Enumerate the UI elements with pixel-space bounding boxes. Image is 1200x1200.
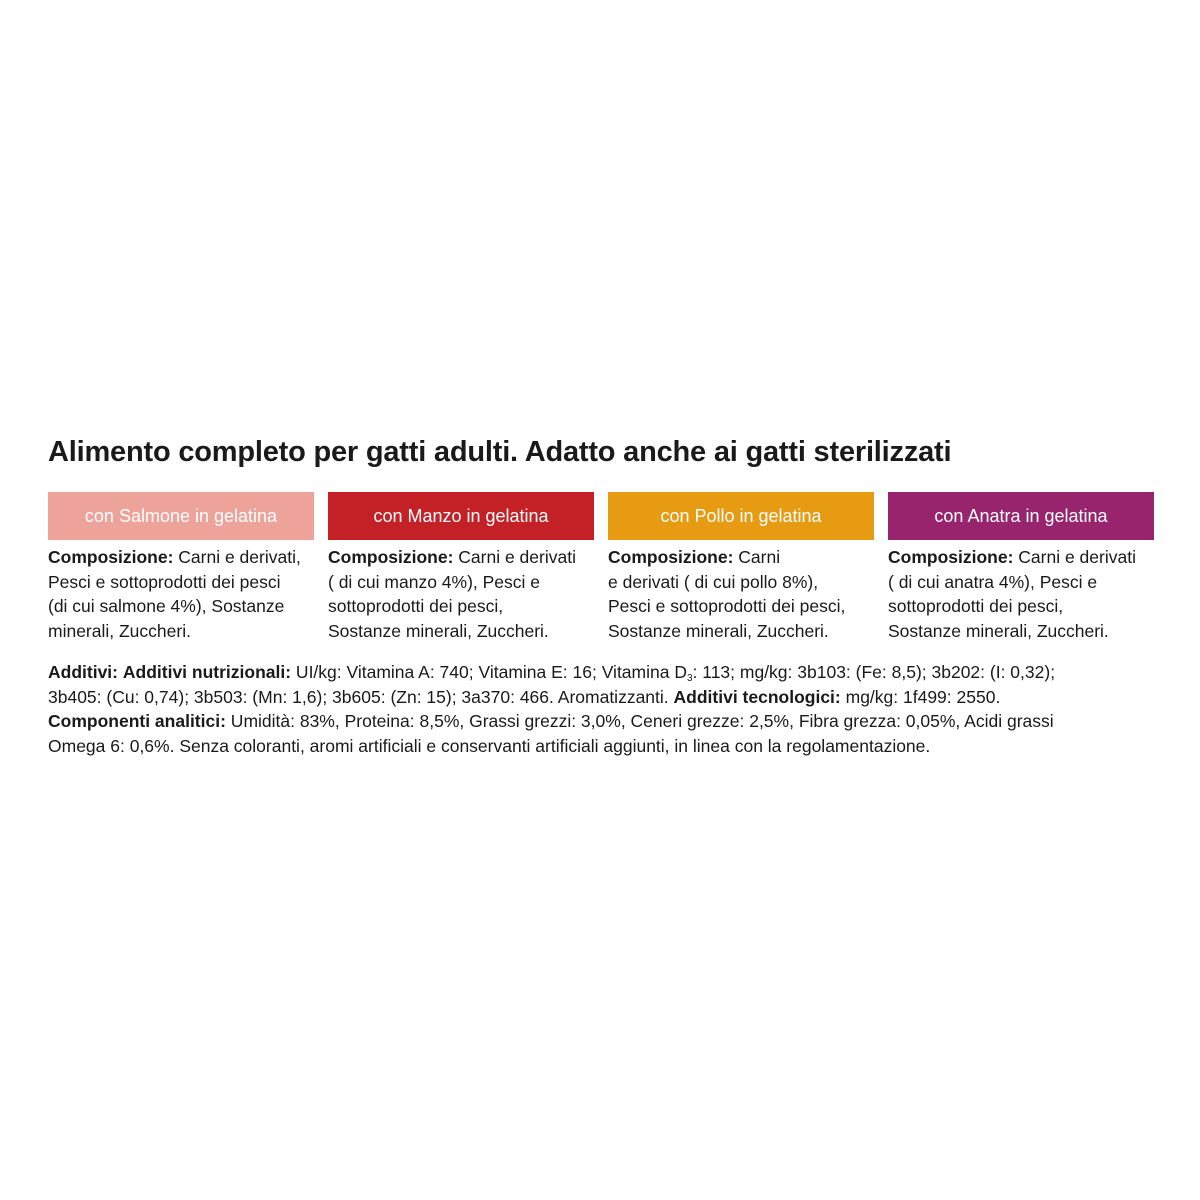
- variant-pollo: [608, 492, 874, 643]
- variant-tab-label: con Salmone in gelatina: [84, 505, 278, 526]
- composition-line: [608, 545, 874, 570]
- additives-text: : 113; mg/kg: 3b103: (Fe: 8,5); 3b202: (I: 0,32);: [692, 662, 1056, 682]
- variant-manzo: [328, 492, 594, 643]
- analytics-line: [48, 709, 1158, 734]
- analytics-label: Componenti analitici:: [48, 711, 226, 731]
- composition-line: ( di cui anatra 4%), Pesci e: [888, 571, 1098, 592]
- variant-tab-anatra: [888, 492, 1154, 540]
- composition-line: Sostanze minerali, Zuccheri.: [888, 620, 1109, 641]
- analytics-text: Umidità: 83%, Proteina: 8,5%, Grassi grezzi: 3,0%, Ceneri grezze: 2,5%, Fibra grezza: 0,05%, Acidi grassi: [225, 711, 1054, 731]
- composition-line: sottoprodotti dei pesci,: [328, 596, 504, 616]
- additives-text: 3b405: (Cu: 0,74); 3b503: (Mn: 1,6); 3b605: (Zn: 15); 3a370: 466. Aromatizzanti.: [48, 686, 674, 707]
- composition-line: [888, 545, 1154, 570]
- composition-line-text: Carni e derivati: [453, 547, 576, 567]
- analytics-line: Omega 6: 0,6%. Senza coloranti, aromi artificiali e conservanti artificiali aggiunti, in linea con la regolamentazione.: [48, 735, 931, 756]
- composition-line-text: Carni e derivati: [1013, 547, 1136, 567]
- variant-grid: [48, 492, 1154, 642]
- additives-label: Additivi:: [48, 662, 118, 682]
- vitamin-d-subscript: 3: [686, 673, 693, 684]
- composition-line: (di cui salmone 4%), Sostanze: [48, 596, 285, 616]
- nutritional-additives-label: Additivi nutrizionali:: [122, 662, 292, 682]
- composition-line: sottoprodotti dei pesci,: [888, 596, 1064, 616]
- additives-analytics-text: [48, 660, 1158, 758]
- additives-line: [48, 685, 1158, 710]
- composition-line: e derivati ( di cui pollo 8%),: [608, 571, 819, 592]
- variant-tab-label: con Manzo in gelatina: [373, 505, 549, 526]
- technological-additives-label: Additivi tecnologici:: [673, 686, 841, 707]
- composition-line: Pesci e sottoprodotti dei pesci: [48, 571, 281, 592]
- additives-line: [48, 660, 1158, 685]
- composition-label: Composizione:: [608, 547, 734, 567]
- composition-line: [48, 545, 314, 570]
- variant-tab-manzo: [328, 492, 594, 540]
- composition-line: minerali, Zuccheri.: [48, 620, 191, 641]
- composition-label: Composizione:: [48, 547, 174, 567]
- variant-anatra: [888, 492, 1154, 643]
- variant-tab-label: con Pollo in gelatina: [660, 505, 822, 526]
- technological-additives-text: mg/kg: 1f499: 2550.: [840, 686, 1001, 707]
- composition-text: [328, 545, 594, 643]
- composition-text: [888, 545, 1154, 643]
- composition-line: ( di cui manzo 4%), Pesci e: [328, 571, 541, 592]
- composition-label: Composizione:: [888, 547, 1014, 567]
- composition-line: Pesci e sottoprodotti dei pesci,: [608, 596, 846, 616]
- composition-line-text: Carni: [733, 547, 781, 567]
- composition-line: Sostanze minerali, Zuccheri.: [328, 620, 549, 641]
- composition-label: Composizione:: [328, 547, 454, 567]
- composition-text: [608, 545, 874, 643]
- variant-tab-label: con Anatra in gelatina: [934, 505, 1108, 526]
- variant-tab-pollo: [608, 492, 874, 540]
- additives-text: UI/kg: Vitamina A: 740; Vitamina E: 16; Vitamina D: [291, 662, 687, 682]
- composition-text: [48, 545, 314, 643]
- variant-salmone: [48, 492, 314, 643]
- page-title: Alimento completo per gatti adulti. Adatto anche ai gatti sterilizzati: [48, 436, 952, 468]
- composition-line-text: Carni e derivati,: [173, 547, 301, 567]
- composition-line: [328, 545, 594, 570]
- composition-line: Sostanze minerali, Zuccheri.: [608, 620, 829, 641]
- variant-tab-salmone: [48, 492, 314, 540]
